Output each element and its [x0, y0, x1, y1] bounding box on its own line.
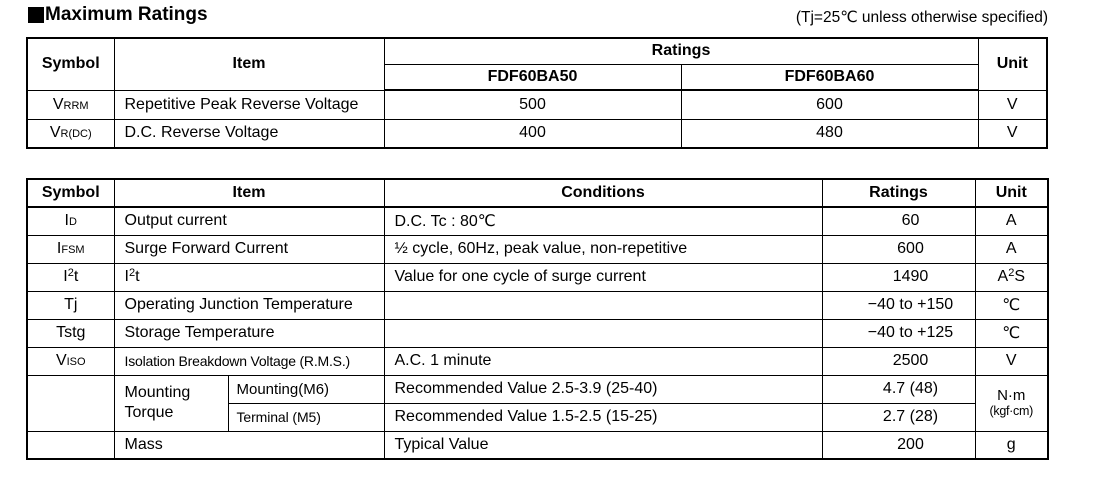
item-cell: Repetitive Peak Reverse Voltage [114, 90, 384, 119]
unit-cell: A [975, 235, 1048, 263]
col-header-ratings: Ratings [822, 179, 975, 207]
item-cell: Mass [114, 431, 384, 459]
unit-cell: V [978, 119, 1047, 148]
table-row [27, 119, 1047, 148]
item-cell: Storage Temperature [114, 319, 384, 347]
table-header-row [27, 179, 1048, 207]
symbol-cell: VR(DC) [27, 119, 114, 148]
symbol-cell: $I^2t$ [27, 263, 114, 291]
conditions-cell: Typical Value [384, 431, 822, 459]
symbol-cell-empty [27, 375, 114, 431]
conditions-cell [384, 291, 822, 319]
item-cell: Output current [114, 207, 384, 235]
unit-cell: ℃ [975, 291, 1048, 319]
unit-cell: g [975, 431, 1048, 459]
section-title-text: Maximum Ratings [45, 4, 208, 25]
rating-cell: 2500 [822, 347, 975, 375]
unit-cell: ℃ [975, 319, 1048, 347]
rating-cell: 2.7 (28) [822, 403, 975, 431]
general-ratings-table [26, 178, 1049, 460]
table-row-mounting-torque-m6 [27, 375, 1048, 403]
table-row-isolation-voltage [27, 347, 1048, 375]
conditions-cell: Value for one cycle of surge current [384, 263, 822, 291]
table-row-mass [27, 431, 1048, 459]
unit-cell: V [978, 90, 1047, 119]
section-marker-icon [28, 7, 44, 23]
item-cell: D.C. Reverse Voltage [114, 119, 384, 148]
conditions-cell: D.C. Tc : 80℃ [384, 207, 822, 235]
col-header-unit: Unit [978, 38, 1047, 90]
symbol-cell: IFSM [27, 235, 114, 263]
voltage-ratings-table [26, 37, 1048, 149]
col-header-unit: Unit [975, 179, 1048, 207]
symbol-cell: VISO [27, 347, 114, 375]
symbol-cell-empty [27, 431, 114, 459]
rating-cell: 400 [384, 119, 681, 148]
section-title [28, 4, 208, 26]
table-row-surge-forward-current [27, 235, 1048, 263]
col-header-model-fdf60ba50: FDF60BA50 [384, 64, 681, 90]
col-header-conditions: Conditions [384, 179, 822, 207]
col-header-item: Item [114, 38, 384, 90]
item-cell: Isolation Breakdown Voltage (R.M.S.) [114, 347, 384, 375]
item-cell-mounting-torque: Mounting Torque [114, 375, 228, 431]
rating-cell: 60 [822, 207, 975, 235]
rating-cell: 1490 [822, 263, 975, 291]
symbol-cell: Tstg [27, 319, 114, 347]
symbol-cell: VRRM [27, 90, 114, 119]
col-header-item: Item [114, 179, 384, 207]
rating-cell: −40 to +150 [822, 291, 975, 319]
col-header-ratings: Ratings [384, 38, 978, 64]
table-header-row [27, 38, 1047, 64]
col-header-symbol: Symbol [27, 179, 114, 207]
item-cell: Operating Junction Temperature [114, 291, 384, 319]
rating-cell: 4.7 (48) [822, 375, 975, 403]
rating-cell: 600 [822, 235, 975, 263]
item-cell: Surge Forward Current [114, 235, 384, 263]
conditions-cell [384, 319, 822, 347]
sub-item-cell: Terminal (M5) [228, 403, 384, 431]
conditions-cell: Recommended Value 1.5-2.5 (15-25) [384, 403, 822, 431]
rating-cell: 600 [681, 90, 978, 119]
unit-cell: V [975, 347, 1048, 375]
symbol-cell: Tj [27, 291, 114, 319]
conditions-cell: Recommended Value 2.5-3.9 (25-40) [384, 375, 822, 403]
col-header-model-fdf60ba60: FDF60BA60 [681, 64, 978, 90]
table-row-i2t [27, 263, 1048, 291]
table-row-storage-temperature [27, 319, 1048, 347]
item-cell: $I^2t$ [114, 263, 384, 291]
unit-cell: A [975, 207, 1048, 235]
conditions-cell: A.C. 1 minute [384, 347, 822, 375]
rating-cell: 200 [822, 431, 975, 459]
unit-cell-torque: N·m (kgf·cm) [975, 375, 1048, 431]
col-header-symbol: Symbol [27, 38, 114, 90]
table-row-junction-temperature [27, 291, 1048, 319]
conditions-cell: ½ cycle, 60Hz, peak value, non-repetitive [384, 235, 822, 263]
table-row-output-current [27, 207, 1048, 235]
rating-cell: 500 [384, 90, 681, 119]
rating-cell: −40 to +125 [822, 319, 975, 347]
rating-cell: 480 [681, 119, 978, 148]
symbol-cell: ID [27, 207, 114, 235]
table-row [27, 90, 1047, 119]
unit-cell: $A^2S$ [975, 263, 1048, 291]
condition-note: (Tj=25℃ unless otherwise specified) [795, 9, 1048, 26]
sub-item-cell: Mounting(M6) [228, 375, 384, 403]
